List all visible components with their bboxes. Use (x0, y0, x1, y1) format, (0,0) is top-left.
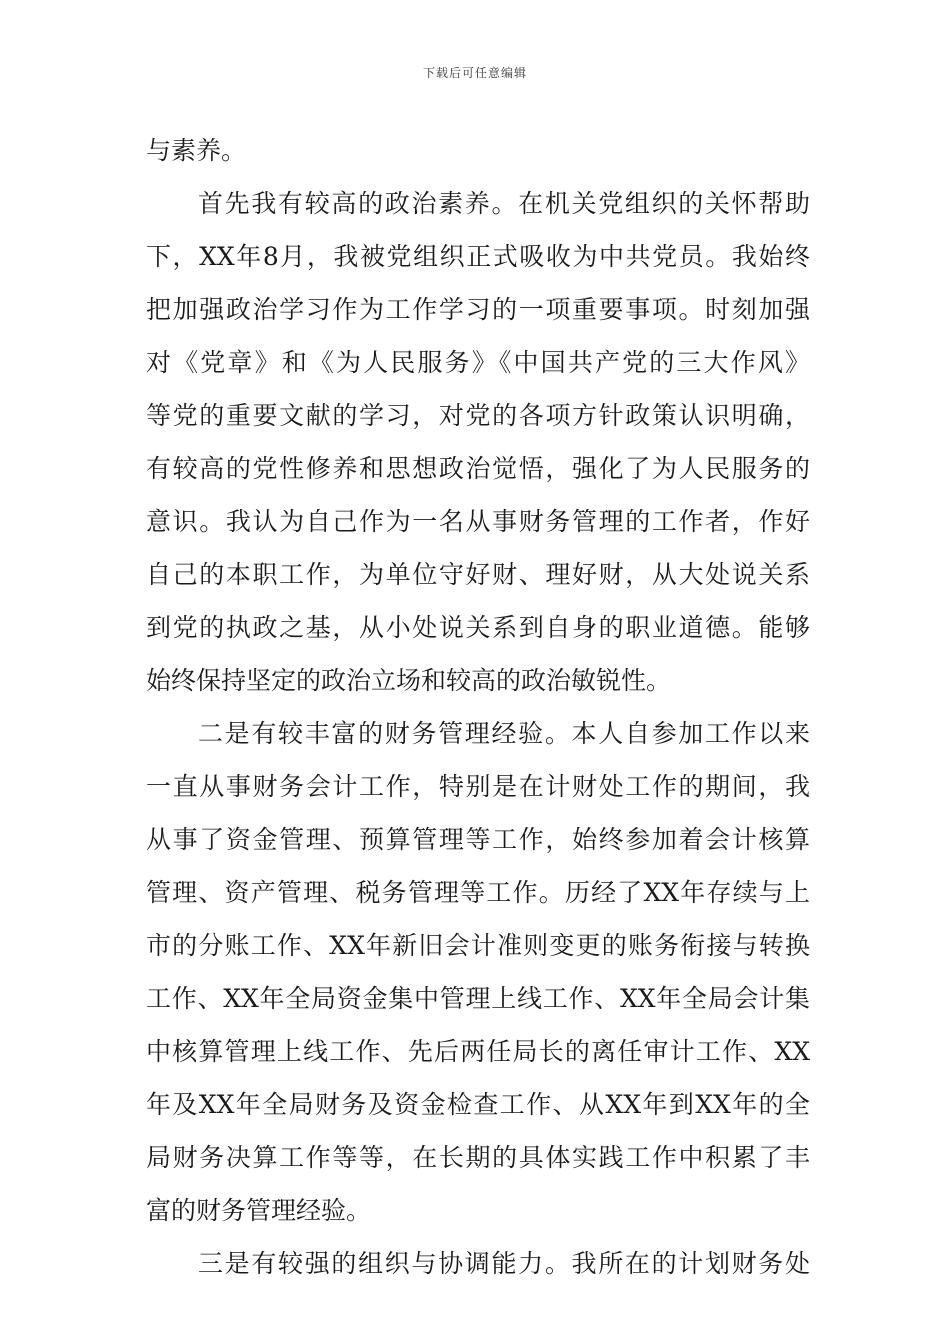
text-line: 富的财务管理经验。 (146, 1196, 372, 1225)
text-line: 把加强政治学习作为工作学习的一项重要事项。时刻加强 (146, 295, 810, 324)
text-line: 从事了资金管理、预算管理等工作，始终参加着会计核算 (146, 825, 810, 854)
text-line: 中核算管理上线工作、先后两任局长的离任审计工作、XX (146, 1037, 810, 1066)
text-line: 意识。我认为自己作为一名从事财务管理的工作者，作好 (146, 507, 810, 536)
text-line: 一直从事财务会计工作，特别是在计财处工作的期间，我 (146, 772, 810, 801)
text-line: 管理、资产管理、税务管理等工作。历经了XX年存续与上 (146, 878, 810, 907)
text-line: 对《党章》和《为人民服务》《中国共产党的三大作风》 (146, 348, 810, 377)
text-line: 二是有较丰富的财务管理经验。本人自参加工作以来 (198, 719, 810, 748)
text-line: 首先我有较高的政治素养。在机关党组织的关怀帮助 (198, 189, 810, 218)
text-line: 市的分账工作、XX年新旧会计准则变更的账务衔接与转换 (146, 931, 810, 960)
text-line: 与素养。 (146, 136, 247, 165)
text-line: 工作、XX年全局资金集中管理上线工作、XX年全局会计集 (146, 984, 810, 1013)
text-line: 下，XX年8月，我被党组织正式吸收为中共党员。我始终 (146, 242, 810, 271)
text-line: 自己的本职工作，为单位守好财、理好财，从大处说关系 (146, 560, 810, 589)
text-line: 局财务决算工作等等，在长期的具体实践工作中积累了丰 (146, 1143, 810, 1172)
header-note: 下载后可任意编辑 (422, 66, 527, 80)
text-line: 有较高的党性修养和思想政治觉悟，强化了为人民服务的 (146, 454, 810, 483)
text-line: 始终保持坚定的政治立场和较高的政治敏锐性。 (146, 666, 672, 695)
text-line: 年及XX年全局财务及资金检查工作、从XX年到XX年的全 (146, 1090, 810, 1119)
text-line: 到党的执政之基，从小处说关系到自身的职业道德。能够 (146, 613, 810, 642)
text-line: 三是有较强的组织与协调能力。我所在的计划财务处 (198, 1249, 810, 1278)
document-body (146, 124, 810, 1290)
text-line: 等党的重要文献的学习，对党的各项方针政策认识明确， (146, 401, 810, 430)
